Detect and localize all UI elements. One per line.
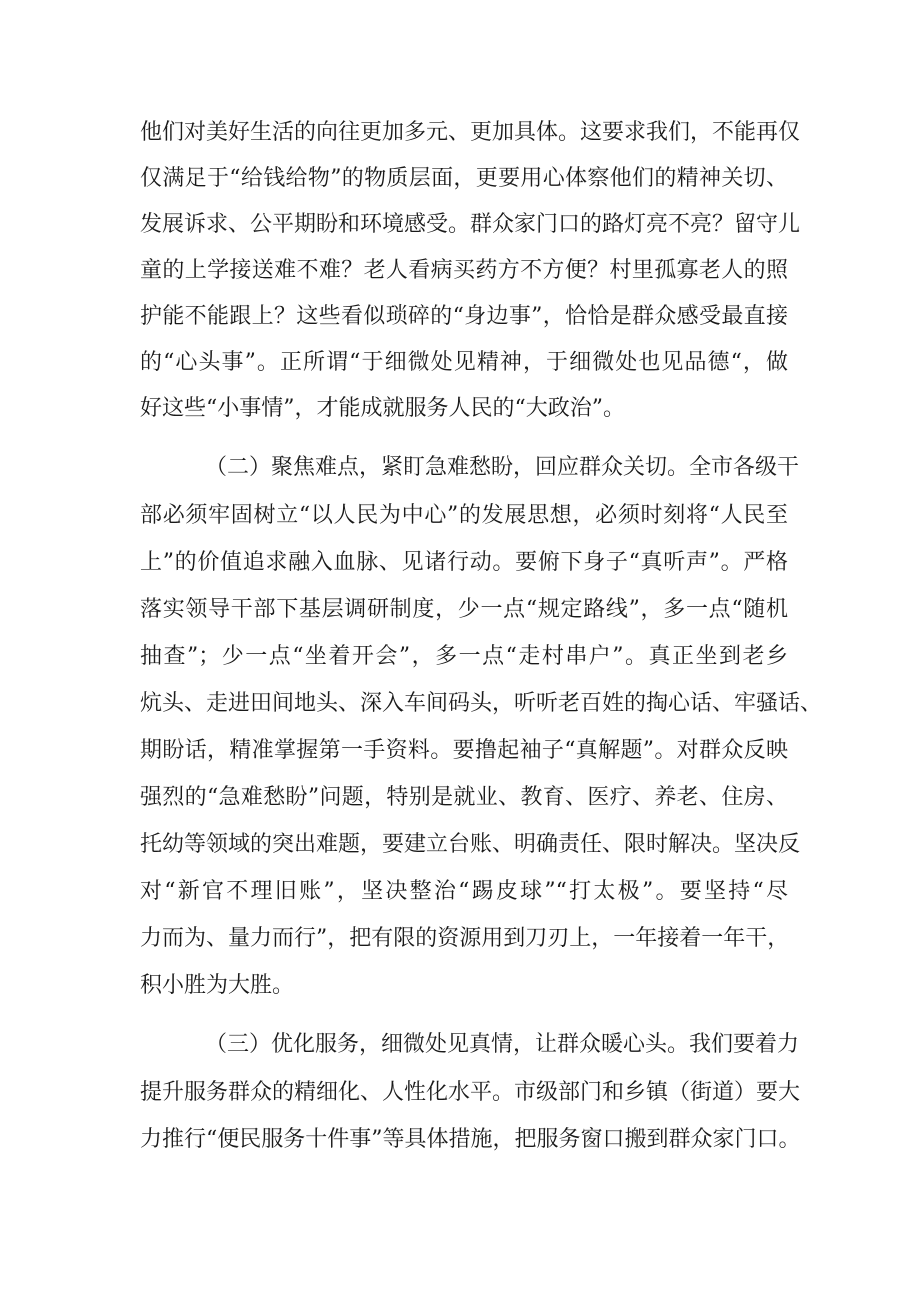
text-line: 强烈的“急难愁盼”问题，特别是就业、教育、医疗、养老、住房、 (140, 785, 788, 810)
section-heading-line: （三）优化服务，细微处见真情，让群众暖心头。我们要着力 (205, 1032, 800, 1057)
text-line: 力而为、量力而行”，把有限的资源用到刀刃上，一年接着一年干， (140, 926, 790, 951)
text-line: 发展诉求、公平期盼和环境感受。群众家门口的路灯亮不亮？留守儿 (140, 212, 801, 237)
text-line: 炕头、走进田间地头、深入车间码头，听听老百姓的掏心话、牢骚话、 (140, 691, 823, 716)
text-line: 期盼话，精准掌握第一手资料。要撸起袖子“真解题”。对群众反映 (140, 738, 788, 763)
text-line: 力推行“便民服务十件事”等具体措施，把服务窗口搬到群众家门口。 (140, 1127, 801, 1152)
text-line: 落实领导干部下基层调研制度，少一点“规定路线”，多一点“随机 (140, 597, 788, 622)
text-line: 积小胜为大胜。 (140, 973, 295, 998)
text-line: 他们对美好生活的向往更加多元、更加具体。这要求我们，不能再仅 (140, 120, 801, 145)
text-line: 仅满足于“给钱给物”的物质层面，更要用心体察他们的精神关切、 (140, 166, 788, 191)
text-line: 上”的价值追求融入血脉、见诸行动。要俯下身子“真听声”。严格 (140, 550, 788, 575)
text-line: 提升服务群众的精细化、人性化水平。市级部门和乡镇（街道）要大 (140, 1080, 801, 1105)
text-line: 部必须牢固树立“以人民为中心”的发展思想，必须时刻将“人民至 (140, 503, 788, 528)
text-line: 对“新官不理旧账”，坚决整治“踢皮球”“打太极”。要坚持“尽 (140, 879, 788, 904)
text-line: 托幼等领域的突出难题，要建立台账、明确责任、限时解决。坚决反 (140, 832, 801, 857)
text-line: 的“心头事”。正所谓“于细微处见精神，于细微处也见品德“，做 (140, 350, 788, 375)
text-line: 童的上学接送难不难？老人看病买药方不方便？村里孤寡老人的照 (140, 258, 788, 283)
section-heading-line: （二）聚焦难点，紧盯急难愁盼，回应群众关切。全市各级干 (205, 455, 800, 480)
text-line: 护能不能跟上？这些看似琐碎的“身边事”，恰恰是群众感受最直接 (140, 304, 788, 329)
text-line: 抽查”；少一点“坐着开会”，多一点“走村串户”。真正坐到老乡 (140, 644, 788, 669)
text-line: 好这些“小事情”，才能成就服务人民的“大政治”。 (140, 396, 625, 421)
